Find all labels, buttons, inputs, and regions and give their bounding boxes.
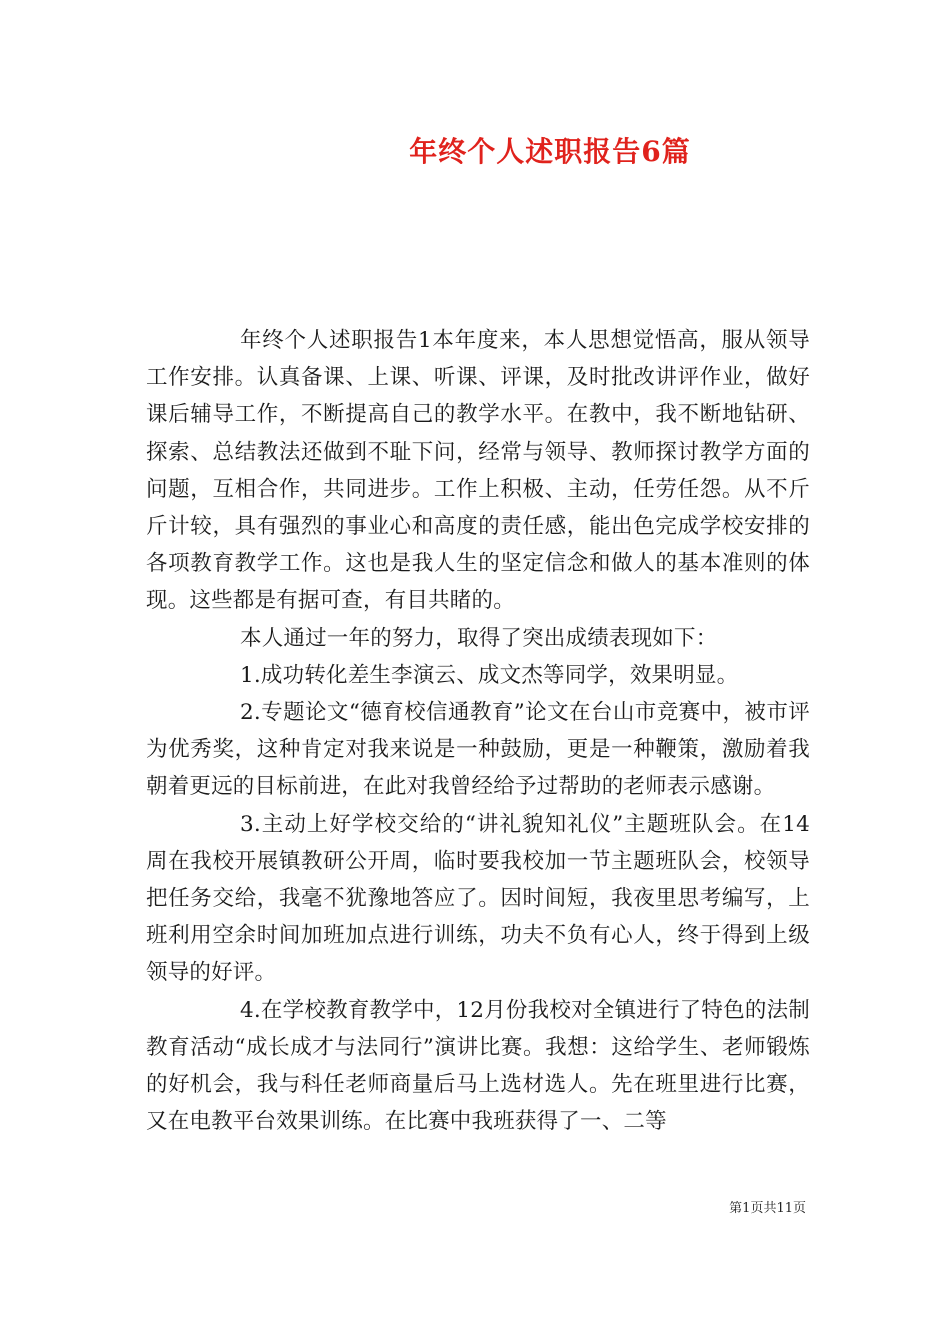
paragraph-item-2: 2.专题论文“德育校信通教育”论文在台山市竞赛中，被市评为优秀奖，这种肯定对我来说是一种鼓励，更是一种鞭策，激励着我朝着更远的目标前进，在此对我曾经给予过帮助的老师表示感谢。 [146,700,810,800]
paragraph-intro: 年终个人述职报告1本年度来，本人思想觉悟高，服从领导工作安排。认真备课、上课、听课、评课，及时批改讲评作业，做好课后辅导工作，不断提高自己的教学水平。在教中，我不断地钻研、探索、总结教法还做到不耻下问，经常与领导、教师探讨教学方面的问题，互相合作，共同进步。工作上积极、主动，任劳任怨。从不斤斤计较，具有强烈的事业心和高度的责任感，能出色完成学校安排的各项教育教学工作。这也是我人生的坚定信念和做人的基本准则的体现。这些都是有据可查，有目共睹的。 [146,328,810,614]
paragraph-summary: 本人通过一年的努力，取得了突出成绩表现如下： [240,625,718,651]
paragraph-item-4: 4.在学校教育教学中，12月份我校对全镇进行了特色的法制教育活动“成长成才与法同行”演讲比赛。我想：这给学生、老师锻炼的好机会，我与科任老师商量后马上选材选人。先在班里进行比赛，又在电教平台效果训练。在比赛中我班获得了一、二等 [146,997,810,1135]
document-body [146,322,810,1140]
paragraph-item-1: 1.成功转化差生李演云、成文杰等同学，效果明显。 [240,662,739,688]
document-title: 年终个人述职报告6篇 [409,135,691,168]
page-number-footer: 第1页共11页 [729,1201,806,1216]
paragraph-item-3: 3.主动上好学校交给的“讲礼貌知礼仪”主题班队会。在14周在我校开展镇教研公开周，临时要我校加一节主题班队会，校领导把任务交给，我毫不犹豫地答应了。因时间短，我夜里思考编写，上班利用空余时间加班加点进行训练，功夫不负有心人，终于得到上级领导的好评。 [146,811,810,986]
